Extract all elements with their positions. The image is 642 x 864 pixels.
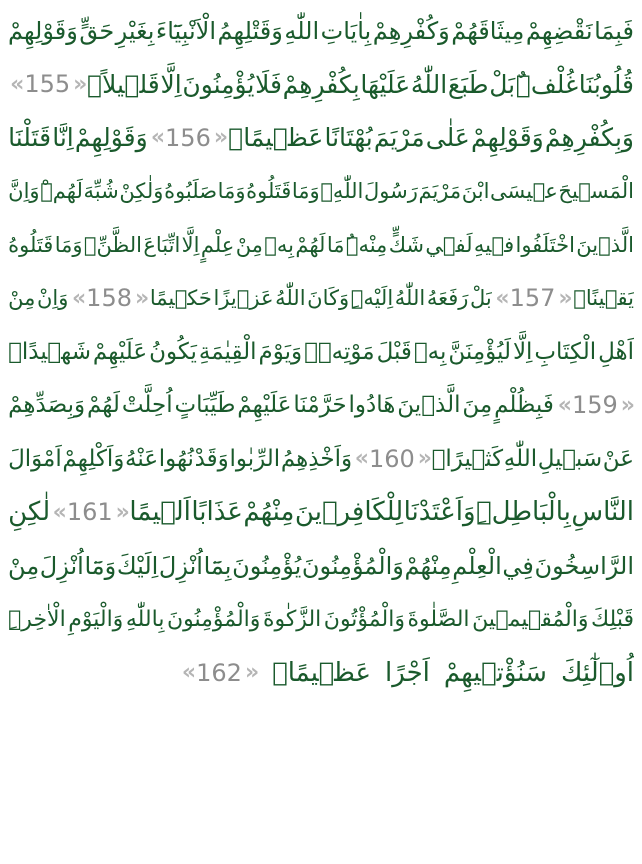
arabic-word: مِنَ [462, 392, 493, 419]
arabic-word: شُبِّهَ [83, 179, 119, 204]
arabic-word: وَاَعْتَدْنَا [403, 497, 476, 528]
ayah-bracket-left-icon: « [52, 499, 64, 525]
arabic-word: مَرْيَمَ [373, 123, 425, 153]
ayah-bracket-right-icon: » [558, 285, 570, 311]
ayah-bracket-left-icon: « [150, 125, 163, 151]
text-line [8, 593, 634, 647]
arabic-word: لَفٖي [425, 232, 473, 257]
arabic-word: وَقَوْلِهِمْ [471, 123, 544, 153]
arabic-word: اتِّبَاعَ [143, 232, 181, 257]
arabic-word: عَنْ [602, 445, 634, 472]
arabic-word: لَيُؤْمِنَنَّ [448, 338, 511, 365]
arabic-word: بِهٖ [264, 232, 295, 257]
arabic-word: مِنْهُمْ [404, 551, 452, 580]
arabic-word: اُنْزِلَ [39, 551, 84, 580]
ayah-number: 158 [86, 284, 132, 313]
arabic-word: فَلَا [255, 69, 282, 99]
text-line [8, 4, 634, 58]
ayah-bracket-left-icon: « [495, 285, 507, 311]
arabic-word: قَبْلِكَ [591, 606, 634, 632]
arabic-word: اِلَيْكَ [116, 551, 159, 580]
text-line [8, 111, 634, 165]
arabic-word: النَّاسِ [571, 497, 634, 528]
arabic-word: اللّٰهُ [410, 69, 448, 99]
arabic-word: قَلٖيلاًۖ [87, 69, 160, 99]
arabic-word: عٖيسَى [490, 179, 558, 204]
arabic-word: الَّذٖينَ [576, 232, 634, 257]
arabic-word: وَبِصَدِّهِمْ [8, 392, 86, 419]
arabic-word: بَلْ [470, 286, 492, 311]
ayah-number: 156 [165, 123, 211, 152]
arabic-word: ابْنَ [461, 179, 490, 204]
arabic-word: وَالْمُؤْمِنُونَ [301, 551, 404, 580]
arabic-word: قَبْلَ [376, 338, 412, 365]
arabic-word: الْكِتَابِ [534, 338, 597, 365]
arabic-word: بُهْتَانًا [324, 123, 373, 153]
arabic-word: الْاَنْبِيَٓاءَ [155, 16, 217, 45]
ayah-number-marker [70, 284, 148, 312]
arabic-word: مَوْتِهٖۚ [304, 338, 375, 365]
arabic-word: شَكٍّ [388, 232, 424, 257]
arabic-word: غُلْفٌۜ [515, 69, 579, 99]
ayah-number: 159 [571, 391, 618, 420]
arabic-word: سَبٖيلِ [537, 445, 603, 472]
arabic-word: وَقَتْلِهِمُ [217, 16, 283, 45]
text-line [8, 58, 634, 112]
arabic-word: لَهُمْ [295, 232, 326, 257]
arabic-word: اِنَّا [52, 123, 74, 153]
arabic-word: هَادُوا [348, 392, 396, 419]
arabic-word: يُؤْمِنُونَ [232, 551, 302, 580]
arabic-word: الزَّكٰوةَ [262, 606, 322, 632]
ayah-number-marker [8, 70, 86, 98]
arabic-word: بِاٰيَاتِ [320, 16, 372, 45]
arabic-word: يَكُونُ [149, 338, 197, 365]
text-line [8, 218, 634, 272]
arabic-word: مِنْ [8, 551, 40, 580]
ayah-bracket-right-icon: » [115, 499, 127, 525]
arabic-word: فَبِظُلْمٍ [494, 392, 554, 419]
ayah-number: 160 [368, 444, 415, 473]
arabic-word: وَيَوْمَ [258, 338, 303, 365]
arabic-word: اَهْلِ [598, 338, 634, 365]
arabic-word: مِنْهُمْ [243, 497, 295, 528]
arabic-word: اِلَيْهِۜ [350, 286, 394, 311]
arabic-word: اللّٰهِۚ [320, 179, 364, 204]
arabic-word: وَالْمُؤْتُونَ [323, 606, 405, 632]
arabic-word: وَالْمُقٖيمٖينَ [472, 606, 589, 632]
ayah-number-marker [149, 124, 227, 152]
ayah-bracket-right-icon: » [244, 660, 257, 686]
arabic-word: مَا [326, 232, 345, 257]
arabic-word: لَهُمْ [86, 392, 120, 419]
arabic-word: رَسُولَ [364, 179, 418, 204]
ayah-bracket-right-icon: » [620, 392, 632, 418]
text-line [8, 539, 634, 593]
arabic-word: اُحِلَّتْ [121, 392, 173, 419]
arabic-word: عَنْهُ [125, 445, 159, 472]
text-line [8, 325, 634, 379]
ayah-number-marker [353, 445, 431, 473]
arabic-word: لِلْكَافِرٖينَ [294, 497, 404, 528]
arabic-word: عَزٖيزًا [213, 286, 274, 311]
arabic-word: الْاٰخِرِۜ [8, 606, 66, 632]
ayah-bracket-left-icon: « [557, 392, 569, 418]
arabic-word: اَلٖيمًا [129, 497, 191, 528]
ayah-number-marker [180, 659, 258, 687]
arabic-word: قُلُوبُنَا [578, 69, 634, 99]
text-line [8, 379, 634, 433]
arabic-word: بِمَٓا [203, 551, 232, 580]
arabic-word: مِيثَاقَهُمْ [451, 16, 525, 45]
arabic-word: طَبَعَ [447, 69, 489, 99]
arabic-word: قَتَلْنَا [8, 123, 52, 153]
ayah-number: 155 [24, 70, 71, 99]
arabic-word: رَفَعَهُ [426, 286, 469, 311]
arabic-word: عَلَيْهِمْ [92, 338, 148, 365]
arabic-word: اللّٰهُ [275, 286, 306, 311]
arabic-word: مِنْهُۜ [345, 232, 388, 257]
arabic-word: اُو۬لٰٓئِكَ [560, 657, 634, 688]
arabic-word: بِكُفْرِهِمْ [282, 69, 360, 99]
text-line [8, 646, 634, 700]
arabic-word: اُنْزِلَ [158, 551, 203, 580]
arabic-word: نُهُوا [158, 445, 194, 472]
ayah-bracket-right-icon: » [213, 125, 226, 151]
arabic-word: وَقَوْلِهِمْ [8, 16, 78, 45]
ayah-bracket-left-icon: « [354, 446, 366, 472]
arabic-word: وَاِنْ [36, 286, 69, 311]
text-line [8, 486, 634, 540]
arabic-word: الرَّاسِخُونَ [534, 551, 634, 580]
ayah-number-marker [493, 284, 571, 312]
ayah-bracket-left-icon: « [181, 660, 194, 686]
arabic-word: بِالْبَاطِلِۜ [476, 497, 571, 528]
arabic-word: وَبِكُفْرِهِمْ [544, 123, 634, 153]
arabic-word: وَاَكْلِهِمْ [62, 445, 125, 472]
arabic-word: الْقِيٰمَةِ [198, 338, 257, 365]
arabic-word: يَقٖينًاۙ [573, 286, 634, 311]
ayah-bracket-right-icon: » [417, 446, 429, 472]
arabic-word: عَلَيْهِمْ [237, 392, 292, 419]
arabic-word: عِلْمٍ [200, 232, 235, 257]
arabic-word: بِهٖ [413, 338, 447, 365]
arabic-word: اِلَّا [160, 69, 182, 99]
arabic-word: وَقَدْ [194, 445, 229, 472]
ayah-number: 157 [509, 284, 556, 313]
arabic-word: فِي [502, 551, 534, 580]
arabic-word: عَظٖيمًا۟ [272, 657, 372, 688]
arabic-word: شَهٖيدًاۚ [8, 338, 91, 365]
arabic-word: لَهُمْۜ [40, 179, 83, 204]
arabic-word: اَمْوَالَ [8, 445, 62, 472]
arabic-word: حَكٖيمًا [149, 286, 212, 311]
arabic-word: بِاللّٰهِ [125, 606, 165, 632]
ayah-bracket-right-icon: » [134, 285, 147, 311]
arabic-word: وَلٰكِنْ [119, 179, 164, 204]
arabic-word: عَذَابًا [191, 497, 243, 528]
arabic-word: مَرْيَمَ [418, 179, 462, 204]
arabic-word: اللّٰهُ [394, 286, 426, 311]
arabic-word: وَمَا [54, 232, 83, 257]
arabic-word: الظَّنِّۚ [83, 232, 142, 257]
arabic-word: فَبِمَا [594, 16, 634, 45]
arabic-word: سَنُؤْتٖيهِمْ [443, 657, 547, 688]
ayah-number-marker [51, 498, 129, 526]
arabic-word: قَتَلُوهُ [8, 232, 54, 257]
ayah-number: 161 [66, 498, 113, 527]
arabic-word: حَرَّمْنَا [293, 392, 347, 419]
arabic-word: لٰكِنِ [8, 497, 51, 528]
arabic-word: اخْتَلَفُوا [515, 232, 575, 257]
ayah-bracket-left-icon: « [10, 71, 22, 97]
arabic-word: اِلَّا [512, 338, 533, 365]
arabic-word: وَقَوْلِهِمْ [74, 123, 148, 153]
arabic-word: وَاَخْذِهِمُ [280, 445, 353, 472]
arabic-word: اللّٰهِ [503, 445, 538, 472]
arabic-word: عَلَيْهَا [360, 69, 411, 99]
ayah-bracket-right-icon: » [73, 71, 85, 97]
ayah-number-marker [556, 391, 634, 419]
arabic-word: وَكُفْرِهِمْ [372, 16, 450, 45]
arabic-word: وَاِنَّ [8, 179, 40, 204]
arabic-word: اَجْرًا [385, 657, 430, 688]
arabic-word: بِغَيْرِ [115, 16, 155, 45]
arabic-word: الْعِلْمِ [452, 551, 502, 580]
arabic-word: اِلَّا [181, 232, 200, 257]
ayah-number: 162 [196, 658, 242, 687]
arabic-word: نَقْضِهِمْ [525, 16, 593, 45]
arabic-word: الْمَسٖيحَ [558, 179, 634, 204]
arabic-word: الرِّبٰوا [229, 445, 281, 472]
arabic-word: وَكَانَ [307, 286, 350, 311]
arabic-word: وَمَا [291, 179, 320, 204]
arabic-word: طَيِّبَاتٍ [174, 392, 236, 419]
arabic-word: وَالْيَوْمِ [68, 606, 124, 632]
arabic-word: وَمَٓا [84, 551, 117, 580]
arabic-word: الَّذٖينَ [397, 392, 461, 419]
ayah-bracket-left-icon: « [71, 285, 84, 311]
arabic-word: عَظٖيمًاۙ [228, 123, 324, 153]
arabic-word: وَمَا [217, 179, 246, 204]
arabic-word: عَلٰى [425, 123, 470, 153]
arabic-word: صَلَبُوهُ [164, 179, 218, 204]
arabic-word: مِنْ [235, 232, 263, 257]
arabic-word: وَالْمُؤْمِنُونَ [166, 606, 261, 632]
arabic-word: كَثٖيرًاۙ [431, 445, 504, 472]
arabic-word: حَقٍّ [79, 16, 115, 45]
arabic-word: قَتَلُوهُ [246, 179, 292, 204]
text-line [8, 165, 634, 219]
arabic-word: فٖيهِ [473, 232, 515, 257]
arabic-word: بَلْ [489, 69, 516, 99]
arabic-word: الصَّلٰوةَ [407, 606, 470, 632]
arabic-word: يُؤْمِنُونَ [182, 69, 255, 99]
text-line [8, 272, 634, 326]
arabic-word: اللّٰهِ [284, 16, 320, 45]
text-line [8, 432, 634, 486]
arabic-word: مِنْ [8, 286, 36, 311]
